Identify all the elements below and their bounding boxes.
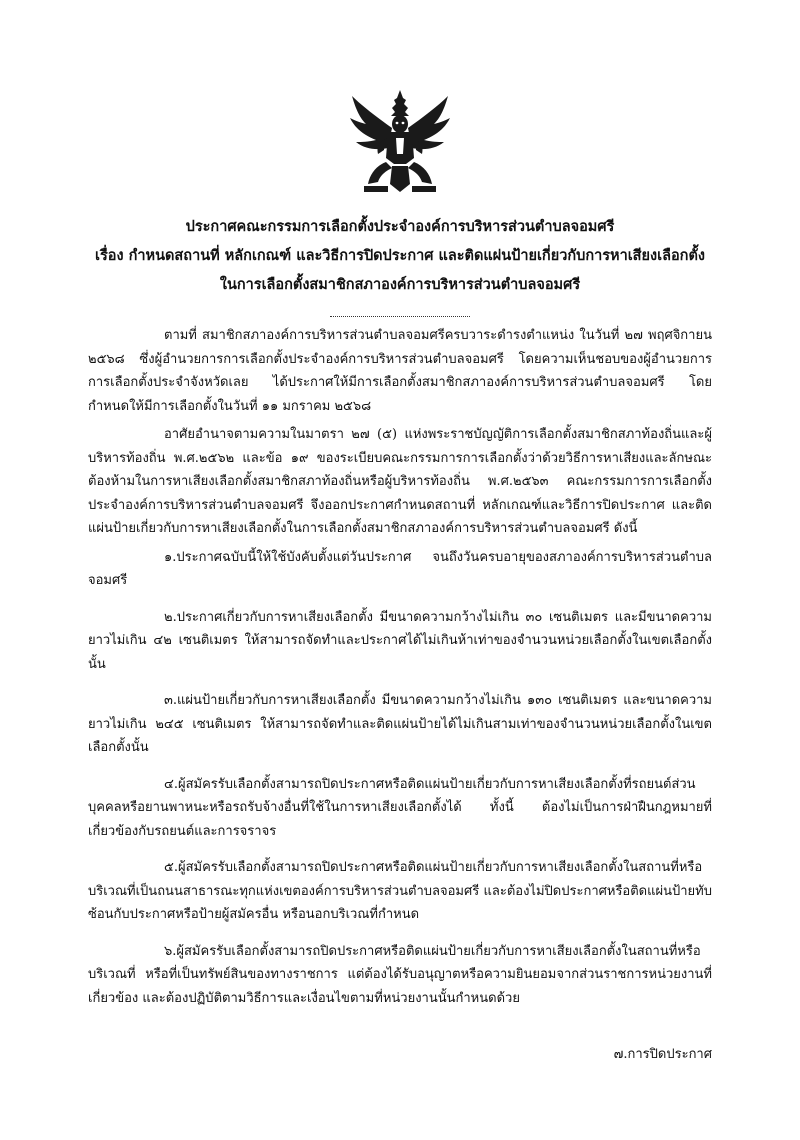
continued-marker: ๗.การปิดประกาศ <box>613 1047 712 1062</box>
heading-line-3: ในการเลือกตั้งสมาชิกสภาองค์การบริหารส่วนตำบลจอมศรี <box>219 276 581 293</box>
clause-1: ๑.ประกาศฉบับนี้ให้ใช้บังคับตั้งแต่วันประกาศ จนถึงวันครบอายุของสภาองค์การบริหารส่วนตำบลจอมศรี <box>88 549 712 588</box>
paragraph-2: อาศัยอำนาจตามความในมาตรา ๒๗ (๕) แห่งพระราชบัญญัติการเลือกตั้งสมาชิกสภาท้องถิ่นและผู้บริหารท้องถิ่น พ.ศ.๒๕๖๒ และข้อ ๑๙ ของระเบียบคณะกรรมการการเลือกตั้งว่าด้วยวิธีการหาเสียงและลักษณะต้องห้ามในการหาเสียงเลือกตั้งสมาชิกสภาท้องถิ่นหรือผู้บริหารท้องถิ่น พ.ศ.๒๕๖๓ คณะกรรมการการเลือกตั้งประจำองค์การบริหารส่วนตำบลจอมศรี จึงออกประกาศกำหนดสถานที่ หลักเกณฑ์และวิธีการปิดประกาศ และติดแผ่นป้ายเกี่ยวกับการหาเสียงเลือกตั้งในการเลือกตั้งสมาชิกสภาองค์การบริหารส่วนตำบลจอมศรี ดังนี้ <box>88 427 712 536</box>
clause-6: ๖.ผู้สมัครรับเลือกตั้งสามารถปิดประกาศหรือติดแผ่นป้ายเกี่ยวกับการหาเสียงเลือกตั้งในสถานที่หรือบริเวณที่ หรือที่เป็นทรัพย์สินของทางราชการ แต่ต้องได้รับอนุญาตหรือความยินยอมจากส่วนราชการหน่วยงานที่เกี่ยวข้อง และต้องปฏิบัติตามวิธีการและเงื่อนไขตามที่หน่วยงานนั้นกำหนดด้วย <box>88 943 712 1006</box>
paragraph-1: ตามที่ สมาชิกสภาองค์การบริหารส่วนตำบลจอมศรีครบวาระดำรงตำแหน่ง ในวันที่ ๒๗ พฤศจิกายน ๒๕๖๘ ซึ่งผู้อำนวยการการเลือกตั้งประจำองค์การบริหารส่วนตำบลจอมศรี โดยความเห็นชอบของผู้อำนวยการการเลือกตั้งประจำจังหวัดเลย ได้ประกาศให้มีการเลือกตั้งสมาชิกสภาองค์การบริหารส่วนตำบลจอมศรี โดยกำหนดให้มีการเลือกตั้งในวันที่ ๑๑ มกราคม ๒๕๖๘ <box>88 328 712 414</box>
clause-3: ๓.แผ่นป้ายเกี่ยวกับการหาเสียงเลือกตั้ง มีขนาดความกว้างไม่เกิน ๑๓๐ เซนติเมตร และขนาดความยาวไม่เกิน ๒๔๕ เซนติเมตร ให้สามารถจัดทำและติดแผ่นป้ายได้ไม่เกินสามเท่าของจำนวนหน่วยเลือกตั้งในเขตเลือกตั้งนั้น <box>88 693 712 755</box>
garuda-emblem-icon <box>348 88 452 196</box>
heading-line-1: ประกาศคณะกรรมการเลือกตั้งประจำองค์การบริหารส่วนตำบลจอมศรี <box>185 218 615 235</box>
document-body <box>88 324 712 1023</box>
clause-2: ๒.ประกาศเกี่ยวกับการหาเสียงเลือกตั้ง มีขนาดความกว้างไม่เกิน ๓๐ เซนติเมตร และมีขนาดความยาวไม่เกิน ๔๒ เซนติเมตร ให้สามารถจัดทำและประกาศได้ไม่เกินห้าเท่าของจำนวนหน่วยเลือกตั้งในเขตเลือกตั้งนั้น <box>88 609 712 672</box>
heading-divider <box>330 316 470 317</box>
heading-line-2: เรื่อง กำหนดสถานที่ หลักเกณฑ์ และวิธีการปิดประกาศ และติดแผ่นป้ายเกี่ยวกับการหาเสียงเลือกตั้ง <box>95 247 705 264</box>
clause-4: ๔.ผู้สมัครรับเลือกตั้งสามารถปิดประกาศหรือติดแผ่นป้ายเกี่ยวกับการหาเสียงเลือกตั้งที่รถยนต์ส่วนบุคคลหรือยานพาหนะหรือรถรับจ้างอื่นที่ใช้ในการหาเสียงเลือกตั้งได้ ทั้งนี้ ต้องไม่เป็นการฝ่าฝืนกฎหมายที่เกี่ยวข้องกับรถยนต์และการจราจร <box>88 776 712 839</box>
clause-5: ๕.ผู้สมัครรับเลือกตั้งสามารถปิดประกาศหรือติดแผ่นป้ายเกี่ยวกับการหาเสียงเลือกตั้งในสถานที่หรือบริเวณที่เป็นถนนสาธารณะทุกแห่งเขตองค์การบริหารส่วนตำบลจอมศรี และต้องไม่ปิดประกาศหรือติดแผ่นป้ายทับซ้อนกับประกาศหรือป้ายผู้สมัครอื่น หรือนอกบริเวณที่กำหนด <box>88 860 712 922</box>
